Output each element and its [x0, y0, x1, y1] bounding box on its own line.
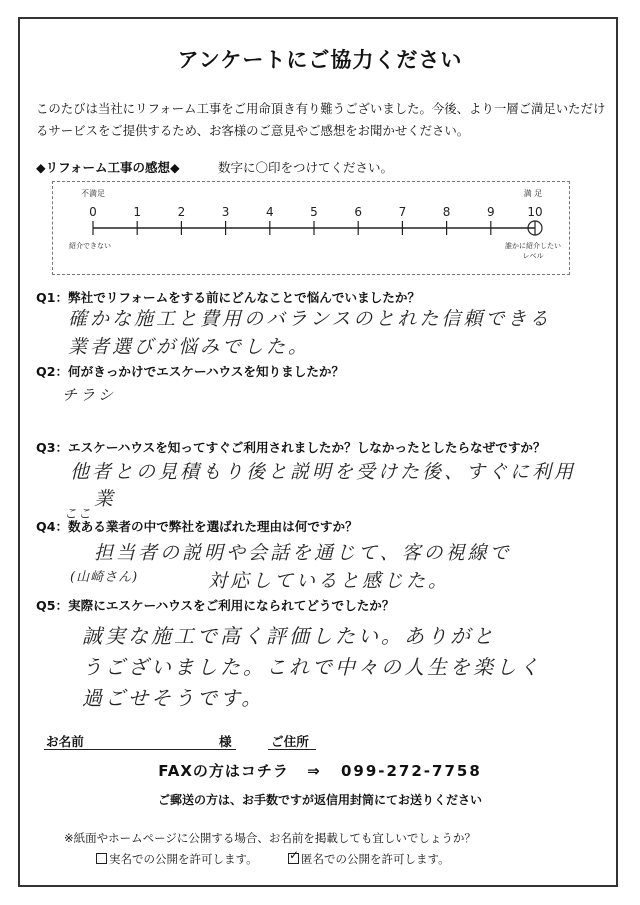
scale-number-6: 6: [354, 205, 363, 219]
question-4-label: Q4：数ある業者の中で弊社を選ばれた理由は何ですか？: [36, 519, 358, 534]
question-4-margin-note: ここ: [64, 507, 93, 522]
scale-number-5: 5: [310, 205, 318, 219]
publish-question: ※紙面やホームページに公開する場合、お名前を掲載しても宜しいでしょうか？: [64, 831, 476, 845]
scale-high-sub-2: レベル: [522, 252, 544, 260]
scale-low-sub: 紹介できない: [69, 242, 111, 250]
intro-text: このたびは当社にリフォーム工事をご用命頂き有り難うございました。今後、より一層ご満足いただけるサービスをご提供するため、お客様のご意見やご感想をお聞かせください。: [36, 101, 606, 138]
check-mark-icon: ✓: [289, 848, 300, 862]
question-5-label: Q5：実際にエスケーハウスをご利用になられてどうでしたか？: [36, 598, 395, 613]
publish-option-anonymous[interactable]: [288, 848, 450, 867]
address-label: ご住所: [271, 734, 309, 749]
question-5-answer-line-1: 誠実な施工で高く評価したい。ありがと: [82, 624, 496, 648]
real-name-checkbox[interactable]: [96, 853, 107, 864]
question-3-answer-line-2: 業: [94, 488, 117, 510]
scale-high-sub-1: 誰かに紹介したい: [505, 242, 561, 250]
publish-option-real[interactable]: [96, 851, 258, 867]
mail-note: ご郵送の方は、お手数ですが返信用封筒にてお送りください: [157, 793, 482, 807]
name-label: お名前: [46, 734, 84, 749]
scale-number-4: 4: [265, 205, 274, 219]
page-title: アンケートにご協力ください: [177, 48, 463, 72]
question-3-label: Q3：エスケーハウスを知ってすぐご利用されましたか？しなかったとしたらなぜですか？: [36, 440, 546, 455]
question-1-answer-line-1: 確かな施工と費用のバランスのとれた信頼できる: [68, 308, 552, 330]
anonymous-checkbox[interactable]: [288, 848, 300, 864]
satisfaction-scale: [52, 181, 570, 275]
question-1-answer-line-2: 業者選びが悩みでした。: [68, 336, 311, 358]
section-heading: ◆リフォーム工事の感想◆: [36, 160, 180, 175]
real-name-label: 実名での公開を許可します。: [109, 852, 258, 866]
scale-number-10: 10: [527, 205, 543, 219]
question-1-label: Q1：弊社でリフォームをする前にどんなことで悩んでいましたか？: [36, 290, 421, 305]
question-2-label: Q2：何がきっかけでエスケーハウスを知りましたか？: [36, 364, 345, 379]
scale-low-label: 不満足: [81, 189, 105, 198]
question-3-answer-line-1: 他者との見積もり後と説明を受けた後、すぐに利用: [70, 461, 577, 483]
scale-number-8: 8: [442, 205, 451, 219]
scale-svg: [53, 182, 571, 276]
scale-number-7: 7: [398, 205, 407, 219]
scale-high-label: 満 足: [523, 189, 543, 198]
question-2-answer: チラシ: [62, 386, 117, 404]
fax-number: 099-272-7758: [340, 762, 482, 780]
address-underline: [268, 749, 316, 750]
question-4-answer-line-2: 対応していると感じた。: [208, 570, 451, 592]
scale-number-9: 9: [486, 205, 495, 219]
scale-number-3: 3: [221, 205, 230, 219]
question-4-answer-note: (山崎さん): [70, 570, 139, 585]
fax-line: [0, 760, 640, 781]
question-5-answer-line-2: うございました。これで中々の人生を楽しく: [82, 655, 542, 679]
scale-number-1: 1: [133, 205, 142, 219]
fax-arrow: ⇒: [307, 762, 321, 780]
question-5-answer-line-3: 過ごせそうです。: [82, 686, 265, 710]
section-instruction: 数字に〇印をつけてください。: [218, 160, 394, 175]
question-4-answer-line-1: 担当者の説明や会話を通じて、客の視線で: [94, 542, 512, 564]
anonymous-label: 匿名での公開を許可します。: [301, 852, 450, 866]
scale-number-2: 2: [177, 205, 186, 219]
name-honorific: 様: [219, 734, 232, 749]
name-underline: [44, 749, 236, 750]
scale-number-0: 0: [89, 205, 97, 219]
fax-label: FAXの方はコチラ: [158, 762, 289, 780]
